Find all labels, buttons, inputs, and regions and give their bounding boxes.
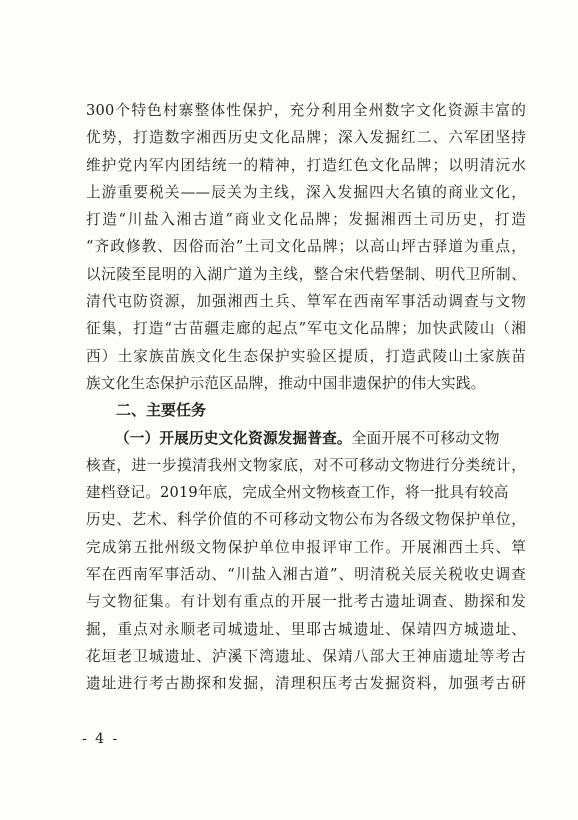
text-line: 掘，重点对永顺老司城遗址、里耶古城遗址、保靖四方城遗址、 <box>86 620 526 638</box>
text-line: 军在西南军事活动、“川盐入湘古道”、明清税关辰关税收史调查 <box>86 566 526 584</box>
text-line: 与文物征集。有计划有重点的开展一批考古遗址调查、勘探和发 <box>86 593 526 611</box>
paragraph-intro <box>86 97 526 397</box>
subsection-title: （一）开展历史文化资源发掘普查。 <box>115 429 352 447</box>
text-line: “齐政修教、因俗而治”土司文化品牌；以高山坪古驿道为重点， <box>86 238 526 256</box>
text-line <box>86 425 526 452</box>
text-line: 建档登记。2019年底，完成全州文物核查工作，将一批具有较高 <box>86 484 509 502</box>
text-line: 300个特色村寨整体性保护，充分利用全州数字文化资源丰富的 <box>86 102 526 119</box>
text-line: 打造“川盐入湘古道”商业文化品牌；发掘湘西土司历史，打造 <box>86 211 526 229</box>
text-line: 维护党内军内团结统一的精神，打造红色文化品牌；以明清沅水 <box>86 156 526 174</box>
text-line: 征集，打造“古苗疆走廊的起点”军屯文化品牌；加快武陵山（湘 <box>86 320 526 338</box>
text-line: 历史、艺术、科学价值的不可移动文物公布为各级文物保护单位， <box>86 511 526 529</box>
text-line: 遗址进行考古勘探和发掘，清理积压考古发掘资料，加强考古研 <box>86 675 526 693</box>
text-line: 族文化生态保护示范区品牌，推动中国非遗保护的伟大实践。 <box>86 374 486 392</box>
text-line: 西）土家族苗族文化生态保护实验区提质，打造武陵山土家族苗 <box>86 347 526 365</box>
document-body <box>86 97 526 698</box>
paragraph-task-1 <box>86 425 526 698</box>
text-line: 以沅陵至昆明的入湖广道为主线，整合宋代砦堡制、明代卫所制、 <box>86 265 526 283</box>
text-line: 完成第五批州级文物保护单位申报评审工作。开展湘西土兵、筸 <box>86 538 526 556</box>
section-heading: 二、主要任务 <box>116 401 207 420</box>
text-line: 上游重要税关——辰关为主线，深入发掘四大名镇的商业文化， <box>86 183 526 201</box>
text-line: 清代屯防资源，加强湘西土兵、筸军在西南军事活动调查与文物 <box>86 293 526 311</box>
text-line: 花垣老卫城遗址、泸溪下湾遗址、保靖八部大王神庙遗址等考古 <box>86 647 526 665</box>
text-fragment: 全面开展不可移动文物 <box>351 429 500 447</box>
page-number: - 4 - <box>82 731 120 747</box>
text-line: 核查，进一步摸清我州文物家底，对不可移动文物进行分类统计， <box>86 456 526 474</box>
text-line: 优势，打造数字湘西历史文化品牌；深入发掘红二、六军团坚持 <box>86 129 526 147</box>
